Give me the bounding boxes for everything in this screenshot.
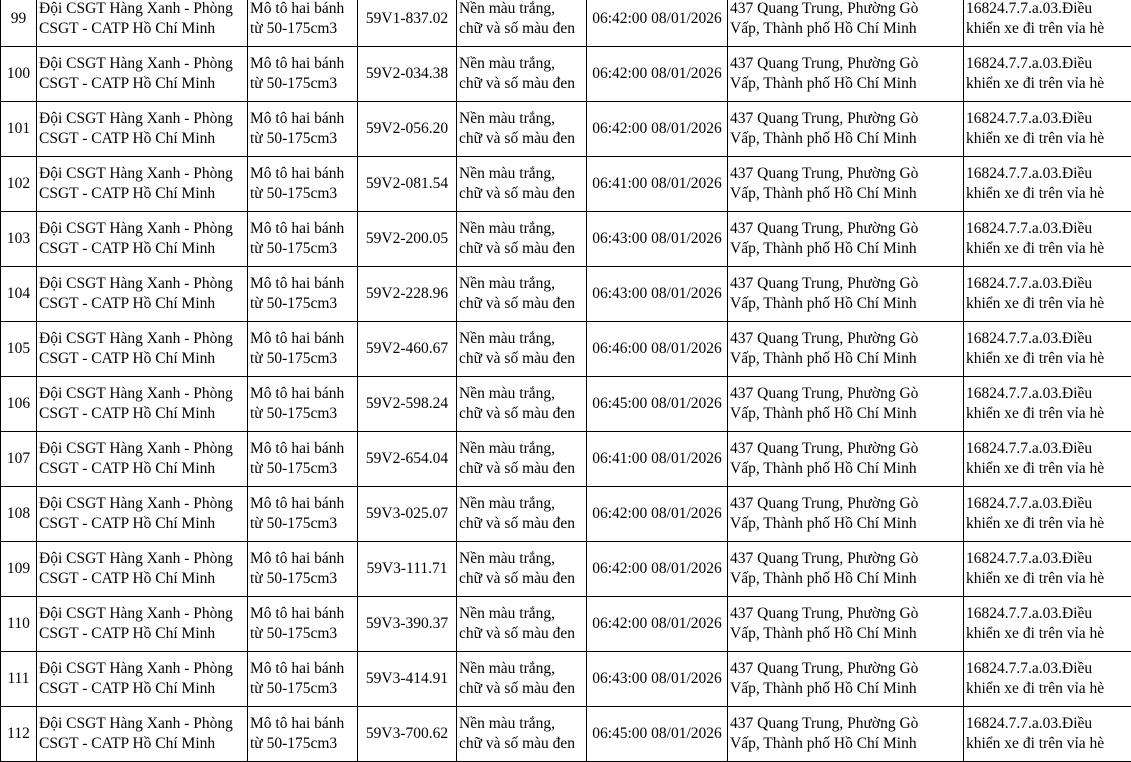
- license-plate-cell: 59V3-025.07: [358, 487, 457, 542]
- license-plate-cell: 59V2-460.67: [358, 322, 457, 377]
- license-plate-cell: 59V3-390.37: [358, 597, 457, 652]
- license-plate-cell: 59V1-837.02: [358, 0, 457, 47]
- violation-location-cell: 437 Quang Trung, Phường Gò Vấp, Thành phố Hồ Chí Minh: [728, 157, 964, 212]
- table-row: [1, 597, 1131, 652]
- plate-color-cell: Nền màu trắng, chữ và số màu đen: [457, 47, 587, 102]
- license-plate-cell: 59V3-414.91: [358, 652, 457, 707]
- violation-time-cell: 06:43:00 08/01/2026: [587, 267, 728, 322]
- license-plate-cell: 59V2-056.20: [358, 102, 457, 157]
- violation-location-cell: 437 Quang Trung, Phường Gò Vấp, Thành phố Hồ Chí Minh: [728, 487, 964, 542]
- row-number-cell: 102: [1, 157, 37, 212]
- license-plate-cell: 59V2-228.96: [358, 267, 457, 322]
- table-row: [1, 157, 1131, 212]
- violation-location-cell: 437 Quang Trung, Phường Gò Vấp, Thành phố Hồ Chí Minh: [728, 432, 964, 487]
- violation-time-cell: 06:41:00 08/01/2026: [587, 432, 728, 487]
- table-row: [1, 652, 1131, 707]
- plate-color-cell: Nền màu trắng, chữ và số màu đen: [457, 212, 587, 267]
- table-row: [1, 0, 1131, 47]
- violation-location-cell: 437 Quang Trung, Phường Gò Vấp, Thành phố Hồ Chí Minh: [728, 267, 964, 322]
- issuing-unit-cell: Đội CSGT Hàng Xanh - Phòng CSGT - CATP Hồ Chí Minh: [37, 432, 248, 487]
- violation-location-cell: 437 Quang Trung, Phường Gò Vấp, Thành phố Hồ Chí Minh: [728, 0, 964, 47]
- table-row: [1, 102, 1131, 157]
- violation-time-cell: 06:42:00 08/01/2026: [587, 542, 728, 597]
- violation-time-cell: 06:43:00 08/01/2026: [587, 212, 728, 267]
- plate-color-cell: Nền màu trắng, chữ và số màu đen: [457, 432, 587, 487]
- violation-description-cell: 16824.7.7.a.03.Điều khiển xe đi trên vỉa hè: [964, 597, 1131, 652]
- violation-description-cell: 16824.7.7.a.03.Điều khiển xe đi trên vỉa hè: [964, 707, 1131, 762]
- violation-location-cell: 437 Quang Trung, Phường Gò Vấp, Thành phố Hồ Chí Minh: [728, 212, 964, 267]
- vehicle-type-cell: Mô tô hai bánh từ 50-175cm3: [248, 212, 358, 267]
- violation-description-cell: 16824.7.7.a.03.Điều khiển xe đi trên vỉa hè: [964, 157, 1131, 212]
- issuing-unit-cell: Đội CSGT Hàng Xanh - Phòng CSGT - CATP Hồ Chí Minh: [37, 597, 248, 652]
- row-number-cell: 111: [1, 652, 37, 707]
- violation-time-cell: 06:41:00 08/01/2026: [587, 157, 728, 212]
- vehicle-type-cell: Mô tô hai bánh từ 50-175cm3: [248, 597, 358, 652]
- violation-location-cell: 437 Quang Trung, Phường Gò Vấp, Thành phố Hồ Chí Minh: [728, 377, 964, 432]
- plate-color-cell: Nền màu trắng, chữ và số màu đen: [457, 542, 587, 597]
- violation-description-cell: 16824.7.7.a.03.Điều khiển xe đi trên vỉa hè: [964, 102, 1131, 157]
- row-number-cell: 112: [1, 707, 37, 762]
- vehicle-type-cell: Mô tô hai bánh từ 50-175cm3: [248, 652, 358, 707]
- plate-color-cell: Nền màu trắng, chữ và số màu đen: [457, 322, 587, 377]
- violation-description-cell: 16824.7.7.a.03.Điều khiển xe đi trên vỉa hè: [964, 487, 1131, 542]
- row-number-cell: 100: [1, 47, 37, 102]
- violation-description-cell: 16824.7.7.a.03.Điều khiển xe đi trên vỉa hè: [964, 322, 1131, 377]
- issuing-unit-cell: Đội CSGT Hàng Xanh - Phòng CSGT - CATP Hồ Chí Minh: [37, 0, 248, 47]
- violation-description-cell: 16824.7.7.a.03.Điều khiển xe đi trên vỉa hè: [964, 267, 1131, 322]
- row-number-cell: 105: [1, 322, 37, 377]
- violation-time-cell: 06:45:00 08/01/2026: [587, 377, 728, 432]
- issuing-unit-cell: Đội CSGT Hàng Xanh - Phòng CSGT - CATP Hồ Chí Minh: [37, 377, 248, 432]
- table-row: [1, 707, 1131, 762]
- license-plate-cell: 59V2-200.05: [358, 212, 457, 267]
- issuing-unit-cell: Đội CSGT Hàng Xanh - Phòng CSGT - CATP Hồ Chí Minh: [37, 487, 248, 542]
- issuing-unit-cell: Đội CSGT Hàng Xanh - Phòng CSGT - CATP Hồ Chí Minh: [37, 652, 248, 707]
- issuing-unit-cell: Đội CSGT Hàng Xanh - Phòng CSGT - CATP Hồ Chí Minh: [37, 542, 248, 597]
- table-row: [1, 377, 1131, 432]
- violation-time-cell: 06:42:00 08/01/2026: [587, 597, 728, 652]
- violation-time-cell: 06:42:00 08/01/2026: [587, 0, 728, 47]
- issuing-unit-cell: Đội CSGT Hàng Xanh - Phòng CSGT - CATP Hồ Chí Minh: [37, 707, 248, 762]
- vehicle-type-cell: Mô tô hai bánh từ 50-175cm3: [248, 487, 358, 542]
- plate-color-cell: Nền màu trắng, chữ và số màu đen: [457, 707, 587, 762]
- issuing-unit-cell: Đội CSGT Hàng Xanh - Phòng CSGT - CATP Hồ Chí Minh: [37, 267, 248, 322]
- table-row: [1, 212, 1131, 267]
- violation-description-cell: 16824.7.7.a.03.Điều khiển xe đi trên vỉa hè: [964, 212, 1131, 267]
- row-number-cell: 110: [1, 597, 37, 652]
- table-row: [1, 267, 1131, 322]
- row-number-cell: 101: [1, 102, 37, 157]
- violation-description-cell: 16824.7.7.a.03.Điều khiển xe đi trên vỉa hè: [964, 377, 1131, 432]
- table-row: [1, 432, 1131, 487]
- violation-time-cell: 06:43:00 08/01/2026: [587, 652, 728, 707]
- violation-description-cell: 16824.7.7.a.03.Điều khiển xe đi trên vỉa hè: [964, 47, 1131, 102]
- violation-time-cell: 06:42:00 08/01/2026: [587, 47, 728, 102]
- row-number-cell: 106: [1, 377, 37, 432]
- violation-description-cell: 16824.7.7.a.03.Điều khiển xe đi trên vỉa hè: [964, 542, 1131, 597]
- plate-color-cell: Nền màu trắng, chữ và số màu đen: [457, 377, 587, 432]
- violation-time-cell: 06:42:00 08/01/2026: [587, 102, 728, 157]
- row-number-cell: 104: [1, 267, 37, 322]
- violation-description-cell: 16824.7.7.a.03.Điều khiển xe đi trên vỉa hè: [964, 652, 1131, 707]
- table-row: [1, 322, 1131, 377]
- table-body: [1, 0, 1131, 762]
- plate-color-cell: Nền màu trắng, chữ và số màu đen: [457, 597, 587, 652]
- row-number-cell: 109: [1, 542, 37, 597]
- violation-location-cell: 437 Quang Trung, Phường Gò Vấp, Thành phố Hồ Chí Minh: [728, 322, 964, 377]
- issuing-unit-cell: Đội CSGT Hàng Xanh - Phòng CSGT - CATP Hồ Chí Minh: [37, 157, 248, 212]
- vehicle-type-cell: Mô tô hai bánh từ 50-175cm3: [248, 47, 358, 102]
- table-row: [1, 47, 1131, 102]
- plate-color-cell: Nền màu trắng, chữ và số màu đen: [457, 652, 587, 707]
- table-row: [1, 542, 1131, 597]
- vehicle-type-cell: Mô tô hai bánh từ 50-175cm3: [248, 102, 358, 157]
- violation-location-cell: 437 Quang Trung, Phường Gò Vấp, Thành phố Hồ Chí Minh: [728, 652, 964, 707]
- violation-location-cell: 437 Quang Trung, Phường Gò Vấp, Thành phố Hồ Chí Minh: [728, 542, 964, 597]
- table-row: [1, 487, 1131, 542]
- issuing-unit-cell: Đội CSGT Hàng Xanh - Phòng CSGT - CATP Hồ Chí Minh: [37, 47, 248, 102]
- row-number-cell: 99: [1, 0, 37, 47]
- vehicle-type-cell: Mô tô hai bánh từ 50-175cm3: [248, 267, 358, 322]
- plate-color-cell: Nền màu trắng, chữ và số màu đen: [457, 157, 587, 212]
- license-plate-cell: 59V3-700.62: [358, 707, 457, 762]
- violation-time-cell: 06:46:00 08/01/2026: [587, 322, 728, 377]
- license-plate-cell: 59V2-081.54: [358, 157, 457, 212]
- vehicle-type-cell: Mô tô hai bánh từ 50-175cm3: [248, 377, 358, 432]
- violation-description-cell: 16824.7.7.a.03.Điều khiển xe đi trên vỉa hè: [964, 0, 1131, 47]
- vehicle-type-cell: Mô tô hai bánh từ 50-175cm3: [248, 432, 358, 487]
- vehicle-type-cell: Mô tô hai bánh từ 50-175cm3: [248, 542, 358, 597]
- issuing-unit-cell: Đội CSGT Hàng Xanh - Phòng CSGT - CATP Hồ Chí Minh: [37, 212, 248, 267]
- issuing-unit-cell: Đội CSGT Hàng Xanh - Phòng CSGT - CATP Hồ Chí Minh: [37, 322, 248, 377]
- license-plate-cell: 59V3-111.71: [358, 542, 457, 597]
- violation-location-cell: 437 Quang Trung, Phường Gò Vấp, Thành phố Hồ Chí Minh: [728, 597, 964, 652]
- vehicle-type-cell: Mô tô hai bánh từ 50-175cm3: [248, 157, 358, 212]
- row-number-cell: 107: [1, 432, 37, 487]
- plate-color-cell: Nền màu trắng, chữ và số màu đen: [457, 0, 587, 47]
- violation-time-cell: 06:42:00 08/01/2026: [587, 487, 728, 542]
- violation-location-cell: 437 Quang Trung, Phường Gò Vấp, Thành phố Hồ Chí Minh: [728, 102, 964, 157]
- vehicle-type-cell: Mô tô hai bánh từ 50-175cm3: [248, 707, 358, 762]
- license-plate-cell: 59V2-598.24: [358, 377, 457, 432]
- violation-description-cell: 16824.7.7.a.03.Điều khiển xe đi trên vỉa hè: [964, 432, 1131, 487]
- license-plate-cell: 59V2-034.38: [358, 47, 457, 102]
- row-number-cell: 108: [1, 487, 37, 542]
- issuing-unit-cell: Đội CSGT Hàng Xanh - Phòng CSGT - CATP Hồ Chí Minh: [37, 102, 248, 157]
- vehicle-type-cell: Mô tô hai bánh từ 50-175cm3: [248, 322, 358, 377]
- violation-location-cell: 437 Quang Trung, Phường Gò Vấp, Thành phố Hồ Chí Minh: [728, 47, 964, 102]
- violation-time-cell: 06:45:00 08/01/2026: [587, 707, 728, 762]
- plate-color-cell: Nền màu trắng, chữ và số màu đen: [457, 487, 587, 542]
- row-number-cell: 103: [1, 212, 37, 267]
- license-plate-cell: 59V2-654.04: [358, 432, 457, 487]
- plate-color-cell: Nền màu trắng, chữ và số màu đen: [457, 102, 587, 157]
- vehicle-type-cell: Mô tô hai bánh từ 50-175cm3: [248, 0, 358, 47]
- violation-location-cell: 437 Quang Trung, Phường Gò Vấp, Thành phố Hồ Chí Minh: [728, 707, 964, 762]
- plate-color-cell: Nền màu trắng, chữ và số màu đen: [457, 267, 587, 322]
